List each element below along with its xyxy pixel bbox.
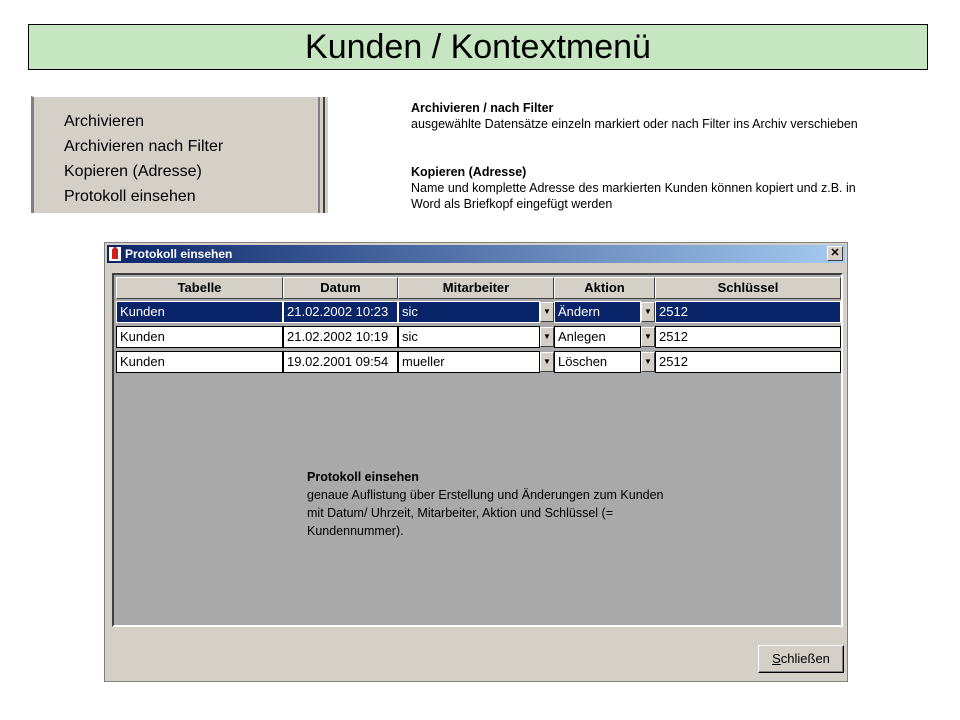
protokoll-dialog bbox=[104, 242, 848, 682]
schliessen-button[interactable] bbox=[758, 645, 844, 673]
cell-datum[interactable]: 19.02.2001 09:54 bbox=[283, 351, 398, 373]
menu-item-archivieren[interactable]: Archivieren bbox=[64, 113, 145, 130]
mnemonic-letter: S bbox=[772, 651, 781, 666]
protokoll-grid bbox=[112, 273, 843, 627]
description-heading: Archivieren / nach Filter bbox=[411, 101, 554, 115]
context-menu bbox=[31, 96, 328, 213]
dialog-title-bar[interactable] bbox=[107, 245, 845, 263]
cell-aktion[interactable]: Ändern bbox=[554, 301, 641, 323]
cell-mitarbeiter[interactable]: sic bbox=[398, 301, 540, 323]
cell-schluessel[interactable]: 2512 bbox=[655, 326, 841, 348]
description-kopieren bbox=[411, 164, 871, 212]
menu-item-kopieren-adresse[interactable]: Kopieren (Adresse) bbox=[64, 163, 202, 180]
chevron-down-icon[interactable]: ▼ bbox=[641, 302, 655, 322]
slide-title: Kunden / Kontextmenü bbox=[305, 27, 651, 66]
cell-schluessel[interactable]: 2512 bbox=[655, 351, 841, 373]
chevron-down-icon[interactable]: ▼ bbox=[641, 327, 655, 347]
description-heading: Kopieren (Adresse) bbox=[411, 165, 527, 179]
cell-aktion[interactable]: Anlegen bbox=[554, 326, 641, 348]
menu-border bbox=[318, 97, 328, 213]
cell-aktion[interactable]: Löschen bbox=[554, 351, 641, 373]
column-header-datum[interactable]: Datum bbox=[283, 277, 398, 299]
cell-tabelle[interactable]: Kunden bbox=[116, 326, 283, 348]
column-header-tabelle[interactable]: Tabelle bbox=[116, 277, 283, 299]
cell-datum[interactable]: 21.02.2002 10:19 bbox=[283, 326, 398, 348]
close-icon[interactable]: ✕ bbox=[827, 246, 843, 261]
dialog-title: Protokoll einsehen bbox=[125, 247, 233, 261]
cell-mitarbeiter[interactable]: mueller bbox=[398, 351, 540, 373]
menu-item-protokoll-einsehen[interactable]: Protokoll einsehen bbox=[64, 188, 196, 205]
cell-datum[interactable]: 21.02.2002 10:23 bbox=[283, 301, 398, 323]
chevron-down-icon[interactable]: ▼ bbox=[540, 302, 554, 322]
column-header-aktion[interactable]: Aktion bbox=[554, 277, 655, 299]
protokoll-note bbox=[307, 468, 667, 540]
description-archivieren bbox=[411, 100, 871, 132]
note-text: genaue Auflistung über Erstellung und Änderungen zum Kunden mit Datum/ Uhrzeit, Mitarbeiter, Aktion und Schlüssel (= Kundennummer). bbox=[307, 488, 664, 538]
app-icon bbox=[109, 247, 121, 261]
cell-tabelle[interactable]: Kunden bbox=[116, 351, 283, 373]
chevron-down-icon[interactable]: ▼ bbox=[540, 352, 554, 372]
cell-mitarbeiter[interactable]: sic bbox=[398, 326, 540, 348]
column-header-mitarbeiter[interactable]: Mitarbeiter bbox=[398, 277, 554, 299]
menu-item-archivieren-nach-filter[interactable]: Archivieren nach Filter bbox=[64, 138, 224, 155]
cell-schluessel[interactable]: 2512 bbox=[655, 301, 841, 323]
chevron-down-icon[interactable]: ▼ bbox=[540, 327, 554, 347]
description-text: Name und komplette Adresse des markierten Kunden können kopiert und z.B. in Word als Briefkopf eingefügt werden bbox=[411, 181, 856, 211]
chevron-down-icon[interactable]: ▼ bbox=[641, 352, 655, 372]
description-text: ausgewählte Datensätze einzeln markiert oder nach Filter ins Archiv verschieben bbox=[411, 117, 858, 131]
note-heading: Protokoll einsehen bbox=[307, 470, 419, 484]
slide-title-bar bbox=[28, 24, 928, 70]
button-label: chließen bbox=[780, 651, 830, 666]
column-header-schluessel[interactable]: Schlüssel bbox=[655, 277, 841, 299]
cell-tabelle[interactable]: Kunden bbox=[116, 301, 283, 323]
